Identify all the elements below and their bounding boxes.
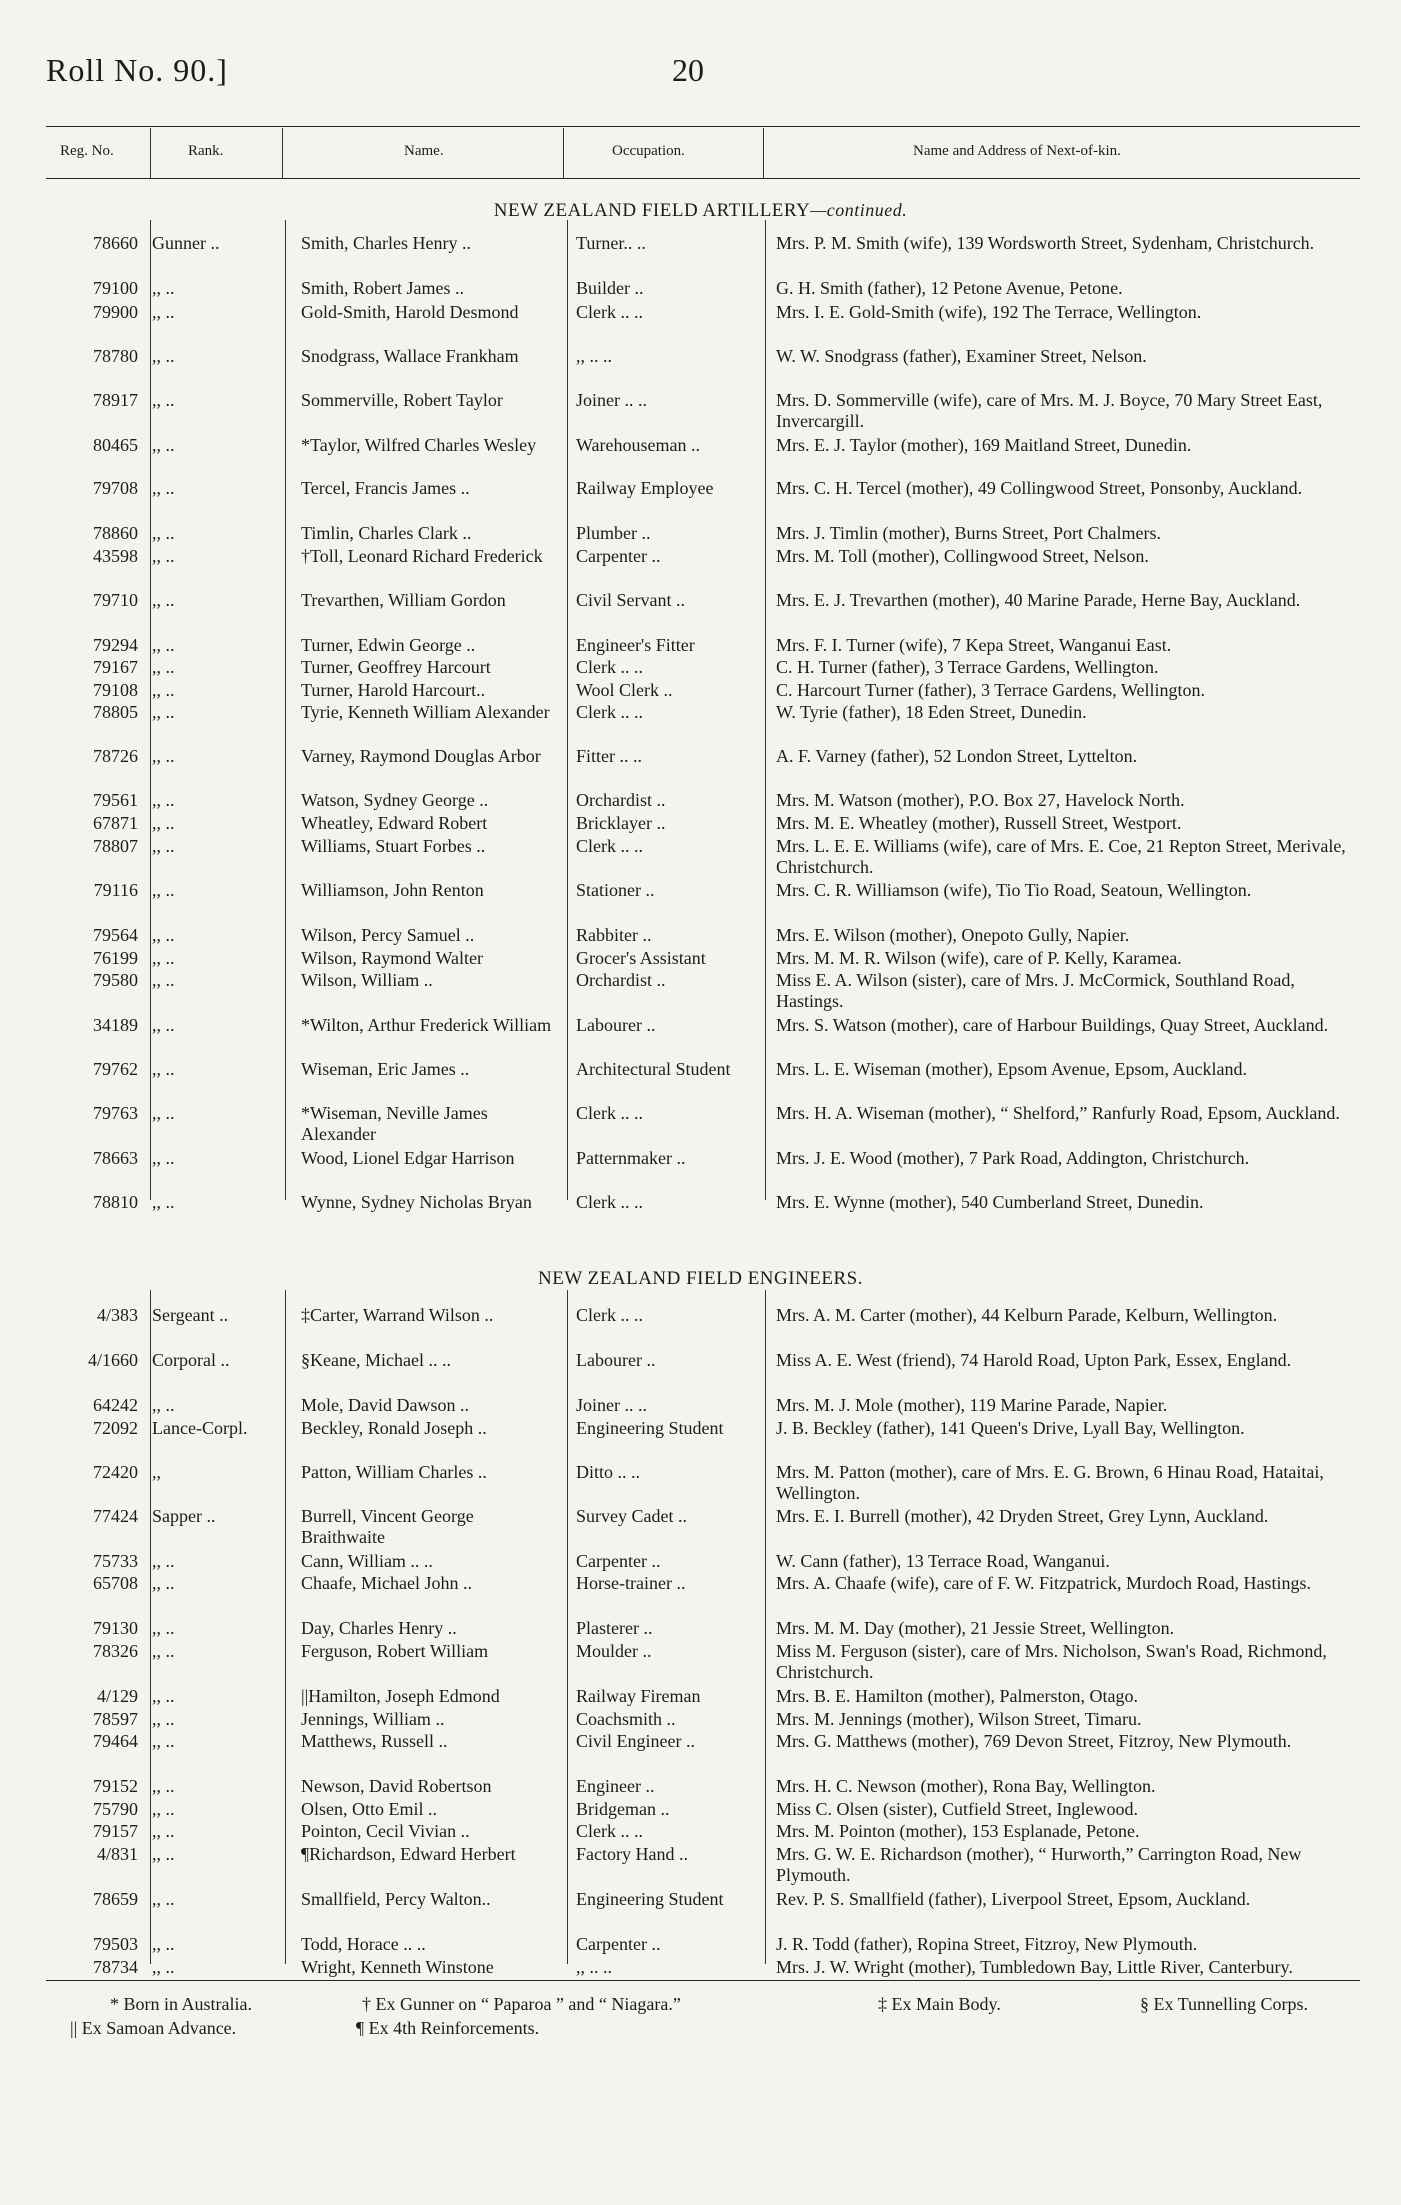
reg-number: 78917 — [93, 390, 138, 410]
occupation: Grocer's Assistant — [576, 948, 706, 968]
reg-number: 79708 — [93, 478, 138, 498]
rank: ,, .. — [152, 1395, 175, 1415]
occupation: Labourer .. — [576, 1350, 656, 1370]
soldier-name: *Wilton, Arthur Frederick William — [301, 1015, 552, 1035]
next-of-kin: Mrs. M. Patton (mother), care of Mrs. E. G. Brown, 6 Hinau Road, Hataitai, Wellington. — [776, 1462, 1324, 1503]
soldier-name: Ferguson, Robert William — [301, 1641, 489, 1661]
soldier-name: Beckley, Ronald Joseph .. — [301, 1418, 487, 1438]
col-divider — [285, 220, 286, 1200]
occupation: Labourer .. — [576, 1015, 656, 1035]
roll-number: Roll No. 90.] — [46, 52, 228, 88]
next-of-kin: Mrs. P. M. Smith (wife), 139 Wordsworth Street, Sydenham, Christchurch. — [776, 233, 1315, 253]
reg-number: 75733 — [93, 1551, 138, 1571]
occupation: Bridgeman .. — [576, 1799, 670, 1819]
next-of-kin: Mrs. G. Matthews (mother), 769 Devon Street, Fitzroy, New Plymouth. — [776, 1731, 1292, 1751]
next-of-kin: Mrs. D. Sommerville (wife), care of Mrs. M. J. Boyce, 70 Mary Street East, Invercargill. — [776, 390, 1323, 431]
soldier-name: Watson, Sydney George .. — [301, 790, 489, 810]
reg-number: 43598 — [93, 546, 138, 566]
occupation: Carpenter .. — [576, 1934, 661, 1954]
soldier-name: Day, Charles Henry .. — [301, 1618, 457, 1638]
reg-number: 4/129 — [96, 1686, 138, 1706]
rank: ,, .. — [152, 880, 175, 900]
next-of-kin: C. Harcourt Turner (father), 3 Terrace Gardens, Wellington. — [776, 680, 1205, 700]
next-of-kin: Mrs. M. Jennings (mother), Wilson Street, Timaru. — [776, 1709, 1142, 1729]
occupation: Carpenter .. — [576, 546, 661, 566]
reg-number: 4/831 — [96, 1844, 138, 1864]
next-of-kin: Mrs. A. Chaafe (wife), care of F. W. Fitzpatrick, Murdoch Road, Hastings. — [776, 1573, 1311, 1593]
soldier-name: Cann, William .. .. — [301, 1551, 433, 1571]
reg-number: 79561 — [93, 790, 138, 810]
occupation: Ditto .. .. — [576, 1462, 641, 1482]
occupation: Civil Engineer .. — [576, 1731, 695, 1751]
rank: ,, .. — [152, 435, 175, 455]
soldier-name: §Keane, Michael .. .. — [301, 1350, 451, 1370]
soldier-name: Olsen, Otto Emil .. — [301, 1799, 437, 1819]
reg-number: 79130 — [93, 1618, 138, 1638]
reg-number: 78860 — [93, 523, 138, 543]
soldier-name: Turner, Geoffrey Harcourt — [301, 657, 491, 677]
soldier-name: ||Hamilton, Joseph Edmond — [301, 1686, 500, 1706]
reg-number: 78726 — [93, 746, 138, 766]
reg-number: 65708 — [93, 1573, 138, 1593]
col-divider — [150, 1290, 151, 1964]
next-of-kin: Mrs. M. E. Wheatley (mother), Russell Street, Westport. — [776, 813, 1182, 833]
next-of-kin: Mrs. M. Toll (mother), Collingwood Street, Nelson. — [776, 546, 1149, 566]
occupation: Stationer .. — [576, 880, 655, 900]
occupation: Factory Hand .. — [576, 1844, 688, 1864]
reg-number: 78660 — [93, 233, 138, 253]
soldier-name: Todd, Horace .. .. — [301, 1934, 426, 1954]
occupation: Clerk .. .. — [576, 657, 643, 677]
occupation: ,, .. .. — [576, 1957, 612, 1977]
col-header-name: Name. — [404, 143, 444, 159]
soldier-name: Chaafe, Michael John .. — [301, 1573, 472, 1593]
rank: ,, .. — [152, 702, 175, 722]
rank: Sapper .. — [152, 1506, 216, 1526]
reg-number: 78659 — [93, 1889, 138, 1909]
next-of-kin: G. H. Smith (father), 12 Petone Avenue, Petone. — [776, 278, 1123, 298]
rank: ,, .. — [152, 970, 175, 990]
occupation: Moulder .. — [576, 1641, 652, 1661]
reg-number: 79900 — [93, 302, 138, 322]
next-of-kin: W. Tyrie (father), 18 Eden Street, Dunedin. — [776, 702, 1087, 722]
rank: ,, .. — [152, 635, 175, 655]
rank: ,, .. — [152, 925, 175, 945]
soldier-name: Wilson, Raymond Walter — [301, 948, 483, 968]
footnote: ‡ Ex Main Body. — [878, 1994, 1001, 2014]
next-of-kin: Rev. P. S. Smallfield (father), Liverpool Street, Epsom, Auckland. — [776, 1889, 1251, 1909]
occupation: Orchardist .. — [576, 970, 666, 990]
soldier-name: ‡Carter, Warrand Wilson .. — [301, 1305, 494, 1325]
reg-number: 79580 — [93, 970, 138, 990]
reg-number: 79710 — [93, 590, 138, 610]
soldier-name: Tyrie, Kenneth William Alexander — [301, 702, 550, 722]
rank: ,, .. — [152, 1957, 175, 1977]
reg-number: 4/1660 — [87, 1350, 138, 1370]
reg-number: 78663 — [93, 1148, 138, 1168]
col-divider — [567, 220, 568, 1200]
next-of-kin: Mrs. I. E. Gold-Smith (wife), 192 The Terrace, Wellington. — [776, 302, 1202, 322]
reg-number: 78780 — [93, 346, 138, 366]
next-of-kin: Mrs. H. A. Wiseman (mother), “ Shelford,” Ranfurly Road, Epsom, Auckland. — [776, 1103, 1340, 1123]
next-of-kin: J. R. Todd (father), Ropina Street, Fitzroy, New Plymouth. — [776, 1934, 1198, 1954]
occupation: Engineering Student — [576, 1889, 724, 1909]
col-header-reg: Reg. No. — [60, 143, 114, 159]
reg-number: 78805 — [93, 702, 138, 722]
rank: ,, .. — [152, 346, 175, 366]
rank: ,, — [152, 1462, 161, 1482]
next-of-kin: Mrs. S. Watson (mother), care of Harbour Buildings, Quay Street, Auckland. — [776, 1015, 1329, 1035]
rank: ,, .. — [152, 1799, 175, 1819]
next-of-kin: Miss E. A. Wilson (sister), care of Mrs. J. McCormick, Southland Road, Hastings. — [776, 970, 1295, 1011]
rank: ,, .. — [152, 1103, 175, 1123]
next-of-kin: Mrs. M. M. R. Wilson (wife), care of P. Kelly, Karamea. — [776, 948, 1182, 968]
rank: ,, .. — [152, 1934, 175, 1954]
occupation: Patternmaker .. — [576, 1148, 686, 1168]
reg-number: 79157 — [93, 1821, 138, 1841]
soldier-name: Gold-Smith, Harold Desmond — [301, 302, 519, 322]
next-of-kin: Mrs. J. E. Wood (mother), 7 Park Road, Addington, Christchurch. — [776, 1148, 1250, 1168]
occupation: Clerk .. .. — [576, 702, 643, 722]
soldier-name: Wood, Lionel Edgar Harrison — [301, 1148, 515, 1168]
reg-number: 72420 — [93, 1462, 138, 1482]
occupation: Orchardist .. — [576, 790, 666, 810]
soldier-name: *Wiseman, Neville James Alexander — [301, 1103, 488, 1144]
occupation: Fitter .. .. — [576, 746, 642, 766]
soldier-name: Wilson, William .. — [301, 970, 433, 990]
rank: Lance-Corpl. — [152, 1418, 248, 1438]
soldier-name: Burrell, Vincent George Braithwaite — [301, 1506, 474, 1547]
occupation: Clerk .. .. — [576, 1821, 643, 1841]
col-header-rank: Rank. — [188, 143, 224, 159]
reg-number: 78807 — [93, 836, 138, 856]
soldier-name: †Toll, Leonard Richard Frederick — [301, 546, 543, 566]
soldier-name: Newson, David Robertson — [301, 1776, 492, 1796]
reg-number: 75790 — [93, 1799, 138, 1819]
rank: ,, .. — [152, 590, 175, 610]
next-of-kin: Miss A. E. West (friend), 74 Harold Road, Upton Park, Essex, England. — [776, 1350, 1292, 1370]
occupation: Engineering Student — [576, 1418, 724, 1438]
next-of-kin: Mrs. B. E. Hamilton (mother), Palmerston, Otago. — [776, 1686, 1138, 1706]
occupation: ,, .. .. — [576, 346, 612, 366]
occupation: Wool Clerk .. — [576, 680, 673, 700]
soldier-name: Wilson, Percy Samuel .. — [301, 925, 475, 945]
soldier-name: Matthews, Russell .. — [301, 1731, 448, 1751]
next-of-kin: Mrs. M. Pointon (mother), 153 Esplanade, Petone. — [776, 1821, 1140, 1841]
reg-number: 79167 — [93, 657, 138, 677]
soldier-name: Patton, William Charles .. — [301, 1462, 487, 1482]
col-divider — [765, 1290, 766, 1964]
occupation: Survey Cadet .. — [576, 1506, 687, 1526]
next-of-kin: Mrs. L. E. Wiseman (mother), Epsom Avenue, Epsom, Auckland. — [776, 1059, 1248, 1079]
footnote: † Ex Gunner on “ Paparoa ” and “ Niagara.” — [362, 1994, 681, 2014]
next-of-kin: Miss C. Olsen (sister), Cutfield Street, Inglewood. — [776, 1799, 1138, 1819]
occupation: Railway Fireman — [576, 1686, 701, 1706]
rank: Corporal .. — [152, 1350, 230, 1370]
rank: ,, .. — [152, 278, 175, 298]
col-divider — [563, 128, 564, 178]
col-divider — [150, 220, 151, 1200]
next-of-kin: W. Cann (father), 13 Terrace Road, Wanganui. — [776, 1551, 1110, 1571]
rank: ,, .. — [152, 746, 175, 766]
occupation: Clerk .. .. — [576, 1305, 643, 1325]
soldier-name: Trevarthen, William Gordon — [301, 590, 506, 610]
header-rule-top — [46, 126, 1360, 127]
occupation: Clerk .. .. — [576, 1103, 643, 1123]
col-divider — [150, 128, 151, 178]
soldier-name: Williams, Stuart Forbes .. — [301, 836, 486, 856]
soldier-name: Jennings, William .. — [301, 1709, 445, 1729]
next-of-kin: Mrs. E. J. Taylor (mother), 169 Maitland Street, Dunedin. — [776, 435, 1192, 455]
occupation: Architectural Student — [576, 1059, 731, 1079]
next-of-kin: Mrs. E. Wynne (mother), 540 Cumberland Street, Dunedin. — [776, 1192, 1204, 1212]
rank: ,, .. — [152, 1821, 175, 1841]
soldier-name: Pointon, Cecil Vivian .. — [301, 1821, 470, 1841]
rank: ,, .. — [152, 1573, 175, 1593]
next-of-kin: Mrs. C. R. Williamson (wife), Tio Tio Road, Seatoun, Wellington. — [776, 880, 1252, 900]
next-of-kin: Mrs. E. I. Burrell (mother), 42 Dryden Street, Grey Lynn, Auckland. — [776, 1506, 1269, 1526]
rank: ,, .. — [152, 1844, 175, 1864]
soldier-name: Wynne, Sydney Nicholas Bryan — [301, 1192, 532, 1212]
occupation: Joiner .. .. — [576, 1395, 647, 1415]
soldier-name: Williamson, John Renton — [301, 880, 484, 900]
rank: ,, .. — [152, 1776, 175, 1796]
rank: ,, .. — [152, 1148, 175, 1168]
rank: ,, .. — [152, 813, 175, 833]
occupation: Bricklayer .. — [576, 813, 666, 833]
next-of-kin: Miss M. Ferguson (sister), care of Mrs. Nicholson, Swan's Road, Richmond, Christchurch. — [776, 1641, 1327, 1682]
soldier-name: Smith, Robert James .. — [301, 278, 464, 298]
reg-number: 79503 — [93, 1934, 138, 1954]
col-divider — [763, 128, 764, 178]
soldier-name: Wiseman, Eric James .. — [301, 1059, 470, 1079]
reg-number: 80465 — [93, 435, 138, 455]
soldier-name: Wright, Kenneth Winstone — [301, 1957, 494, 1977]
occupation: Plumber .. — [576, 523, 651, 543]
next-of-kin: Mrs. A. M. Carter (mother), 44 Kelburn Parade, Kelburn, Wellington. — [776, 1305, 1278, 1325]
next-of-kin: Mrs. J. Timlin (mother), Burns Street, Port Chalmers. — [776, 523, 1162, 543]
rank: ,, .. — [152, 302, 175, 322]
occupation: Coachsmith .. — [576, 1709, 676, 1729]
occupation: Horse-trainer .. — [576, 1573, 686, 1593]
rank: ,, .. — [152, 680, 175, 700]
footnote: § Ex Tunnelling Corps. — [1140, 1994, 1309, 2014]
next-of-kin: Mrs. F. I. Turner (wife), 7 Kepa Street, Wanganui East. — [776, 635, 1172, 655]
reg-number: 78597 — [93, 1709, 138, 1729]
reg-number: 78734 — [93, 1957, 138, 1977]
reg-number: 79116 — [93, 880, 138, 900]
rank: ,, .. — [152, 1686, 175, 1706]
rank: ,, .. — [152, 1641, 175, 1661]
rank: ,, .. — [152, 790, 175, 810]
next-of-kin: Mrs. H. C. Newson (mother), Rona Bay, Wellington. — [776, 1776, 1156, 1796]
col-header-occupation: Occupation. — [612, 143, 685, 159]
reg-number: 34189 — [93, 1015, 138, 1035]
reg-number: 76199 — [93, 948, 138, 968]
page-number: 20 — [672, 52, 704, 88]
occupation: Civil Servant .. — [576, 590, 685, 610]
occupation: Warehouseman .. — [576, 435, 701, 455]
rank: Gunner .. — [152, 233, 220, 253]
reg-number: 79100 — [93, 278, 138, 298]
reg-number: 79564 — [93, 925, 138, 945]
soldier-name: Smith, Charles Henry .. — [301, 233, 471, 253]
soldier-name: Tercel, Francis James .. — [301, 478, 470, 498]
rank: ,, .. — [152, 1731, 175, 1751]
occupation: Clerk .. .. — [576, 302, 643, 322]
reg-number: 79152 — [93, 1776, 138, 1796]
occupation: Joiner .. .. — [576, 390, 647, 410]
reg-number: 78810 — [93, 1192, 138, 1212]
rank: ,, .. — [152, 948, 175, 968]
footnote: ¶ Ex 4th Reinforcements. — [356, 2018, 540, 2038]
next-of-kin: Mrs. M. J. Mole (mother), 119 Marine Parade, Napier. — [776, 1395, 1168, 1415]
rank: ,, .. — [152, 1015, 175, 1035]
footnote: * Born in Australia. — [110, 1994, 252, 2014]
next-of-kin: Mrs. J. W. Wright (mother), Tumbledown Bay, Little River, Canterbury. — [776, 1957, 1293, 1977]
occupation: Railway Employee — [576, 478, 714, 498]
soldier-name: Wheatley, Edward Robert — [301, 813, 488, 833]
rank: Sergeant .. — [152, 1305, 229, 1325]
reg-number: 79763 — [93, 1103, 138, 1123]
col-divider — [285, 1290, 286, 1964]
col-divider — [282, 128, 283, 178]
reg-number: 77424 — [93, 1506, 138, 1526]
soldier-name: Smallfield, Percy Walton.. — [301, 1889, 491, 1909]
occupation: Rabbiter .. — [576, 925, 652, 945]
next-of-kin: Mrs. E. J. Trevarthen (mother), 40 Marine Parade, Herne Bay, Auckland. — [776, 590, 1301, 610]
occupation: Engineer .. — [576, 1776, 655, 1796]
reg-number: 64242 — [93, 1395, 138, 1415]
reg-number: 79108 — [93, 680, 138, 700]
occupation: Clerk .. .. — [576, 1192, 643, 1212]
next-of-kin: Mrs. E. Wilson (mother), Onepoto Gully, Napier. — [776, 925, 1130, 945]
rank: ,, .. — [152, 657, 175, 677]
next-of-kin: Mrs. M. Watson (mother), P.O. Box 27, Havelock North. — [776, 790, 1185, 810]
occupation: Engineer's Fitter — [576, 635, 695, 655]
reg-number: 79294 — [93, 635, 138, 655]
rank: ,, .. — [152, 1618, 175, 1638]
footnote: || Ex Samoan Advance. — [70, 2018, 237, 2038]
occupation: Plasterer .. — [576, 1618, 653, 1638]
soldier-name: Turner, Edwin George .. — [301, 635, 476, 655]
occupation: Builder .. — [576, 278, 644, 298]
col-divider — [765, 220, 766, 1200]
next-of-kin: J. B. Beckley (father), 141 Queen's Drive, Lyall Bay, Wellington. — [776, 1418, 1245, 1438]
soldier-name: Varney, Raymond Douglas Arbor — [301, 746, 541, 766]
soldier-name: ¶Richardson, Edward Herbert — [301, 1844, 516, 1864]
reg-number: 79464 — [93, 1731, 138, 1751]
soldier-name: Snodgrass, Wallace Frankham — [301, 346, 519, 366]
reg-number: 72092 — [93, 1418, 138, 1438]
reg-number: 79762 — [93, 1059, 138, 1079]
next-of-kin: C. H. Turner (father), 3 Terrace Gardens, Wellington. — [776, 657, 1159, 677]
col-divider — [567, 1290, 568, 1964]
rank: ,, .. — [152, 836, 175, 856]
next-of-kin: Mrs. M. M. Day (mother), 21 Jessie Street, Wellington. — [776, 1618, 1175, 1638]
rank: ,, .. — [152, 1551, 175, 1571]
rank: ,, .. — [152, 478, 175, 498]
rank: ,, .. — [152, 1059, 175, 1079]
reg-number: 78326 — [93, 1641, 138, 1661]
next-of-kin: Mrs. G. W. E. Richardson (mother), “ Hurworth,” Carrington Road, New Plymouth. — [776, 1844, 1302, 1885]
soldier-name: *Taylor, Wilfred Charles Wesley — [301, 435, 537, 455]
next-of-kin: A. F. Varney (father), 52 London Street, Lyttelton. — [776, 746, 1138, 766]
occupation: Turner.. .. — [576, 233, 646, 253]
soldier-name: Timlin, Charles Clark .. — [301, 523, 472, 543]
occupation: Clerk .. .. — [576, 836, 643, 856]
rank: ,, .. — [152, 523, 175, 543]
section-title-suffix: —continued. — [810, 200, 908, 220]
rank: ,, .. — [152, 1709, 175, 1729]
header-rule-bottom — [46, 178, 1360, 179]
rank: ,, .. — [152, 1889, 175, 1909]
footnote-rule — [46, 1980, 1360, 1981]
rank: ,, .. — [152, 546, 175, 566]
col-header-kin: Name and Address of Next-of-kin. — [913, 143, 1121, 159]
section-title-artillery: NEW ZEALAND FIELD ARTILLERY—continued. — [493, 200, 908, 221]
reg-number: 4/383 — [96, 1305, 138, 1325]
next-of-kin: W. W. Snodgrass (father), Examiner Street, Nelson. — [776, 346, 1147, 366]
rank: ,, .. — [152, 1192, 175, 1212]
next-of-kin: Mrs. L. E. E. Williams (wife), care of Mrs. E. Coe, 21 Repton Street, Merivale, Christchurch. — [776, 836, 1346, 877]
reg-number: 67871 — [93, 813, 138, 833]
next-of-kin: Mrs. C. H. Tercel (mother), 49 Collingwood Street, Ponsonby, Auckland. — [776, 478, 1303, 498]
occupation: Carpenter .. — [576, 1551, 661, 1571]
soldier-name: Mole, David Dawson .. — [301, 1395, 469, 1415]
section-title-engineers: NEW ZEALAND FIELD ENGINEERS. — [538, 1268, 863, 1289]
soldier-name: Sommerville, Robert Taylor — [301, 390, 503, 410]
soldier-name: Turner, Harold Harcourt.. — [301, 680, 486, 700]
rank: ,, .. — [152, 390, 175, 410]
